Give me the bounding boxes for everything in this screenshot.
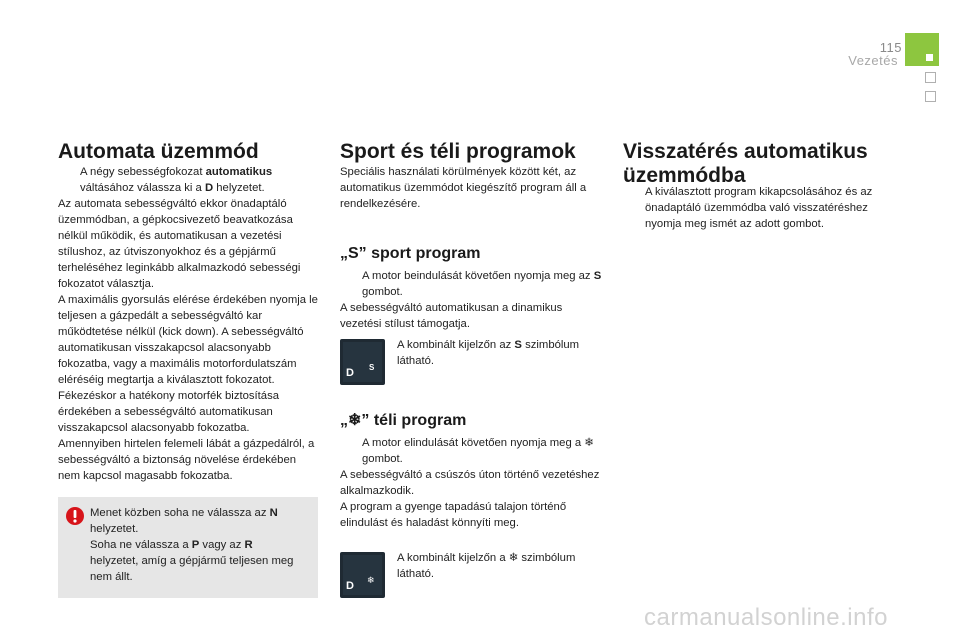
sport-display-image (340, 339, 385, 385)
automatic-mode-bullet: A négy sebességfokozat automatikus váltásához válassza ki a D helyzetet. (80, 166, 273, 194)
warning-icon (66, 507, 84, 525)
sport-program-bullet: A motor beindulását követően nyomja meg az S gombot. (362, 270, 602, 298)
return-automatic-bullet: A kiválasztott program kikapcsolásához és az önadaptáló üzemmódba való visszatéréshez nyomja meg ismét az adott gombot. (645, 186, 873, 230)
automatic-mode-text: Az automata sebességváltó ekkor önadaptáló üzemmódban, a gépkocsivezető beavatkozása nélkül működik, és automatikusan a vezetési stílushoz, az útviszonyokhoz és a gépjármű terheléséhez leginkább alkalmazkodó sebességi fokozatot választja. A maximális gyorsulás elérése érdekében nyomja le teljesen a gázpedált a sebességváltó kar működtetése nélkül (kick down). A sebességváltó automatikusan visszakapcsol alacsonyabb fokozatba, vagy a maximális motorfordulatszám eléréséig megtartja a kiválasztott fokozatot. Fékezéskor a hatékony motorfék biztosítása érdekében a sebességváltó automatikusan visszakapcsol alacsonyabb fokozatba. Amennyiben hirtelen felemeli lábát a gázpedálról, a sebességváltó a biztonság növelése érdekében nem kapcsol magasabb fokozatba. (58, 198, 318, 482)
section-title: Vezetés (848, 53, 898, 68)
gear-d-indicator: D (346, 367, 354, 379)
section-tab[interactable] (925, 72, 936, 83)
winter-display-note: A kombinált kijelzőn a ❄ szimbólum látható. (397, 552, 576, 580)
winter-program-text: A sebességváltó a csúszós úton történő vezetéshez alkalmazkodik. A program a gyenge tapadású talajon történő elindulást és haladást könnyíti meg. (340, 469, 600, 529)
automatic-mode-heading: Automata üzemmód (58, 140, 259, 163)
winter-program-heading: „❄” téli program (340, 412, 467, 429)
tab-marker (926, 54, 933, 61)
sport-display-note: A kombinált kijelzőn az S szimbólum látható. (397, 339, 580, 367)
return-automatic-heading: Visszatérés automatikus üzemmódba (623, 140, 868, 187)
sport-indicator: S (369, 363, 375, 372)
sport-program-heading: „S” sport program (340, 245, 481, 262)
warning-text: Menet közben soha ne válassza az N helyzetet. Soha ne válassza a P vagy az R helyzetet, amíg a gépjármű teljesen meg nem állt. (90, 507, 294, 583)
winter-program-bullet: A motor elindulását követően nyomja meg a ❄ gombot. (362, 437, 594, 465)
sport-program-text: A sebességváltó automatikusan a dinamikus vezetési stílust támogatja. (340, 302, 563, 330)
snowflake-icon: ❄ (367, 575, 375, 585)
programs-intro: Speciális használati körülmények között két, az automatikus üzemmódot kiegészítő program áll a rendelkezésére. (340, 166, 587, 210)
section-tab[interactable] (925, 91, 936, 102)
warning-box (58, 497, 318, 598)
section-tab-active[interactable] (905, 33, 939, 66)
watermark: carmanualsonline.info (644, 604, 888, 631)
winter-display-image (340, 552, 385, 598)
sport-winter-heading: Sport és téli programok (340, 140, 576, 163)
gear-d-indicator: D (346, 580, 354, 592)
page-number: 115 (879, 40, 902, 55)
